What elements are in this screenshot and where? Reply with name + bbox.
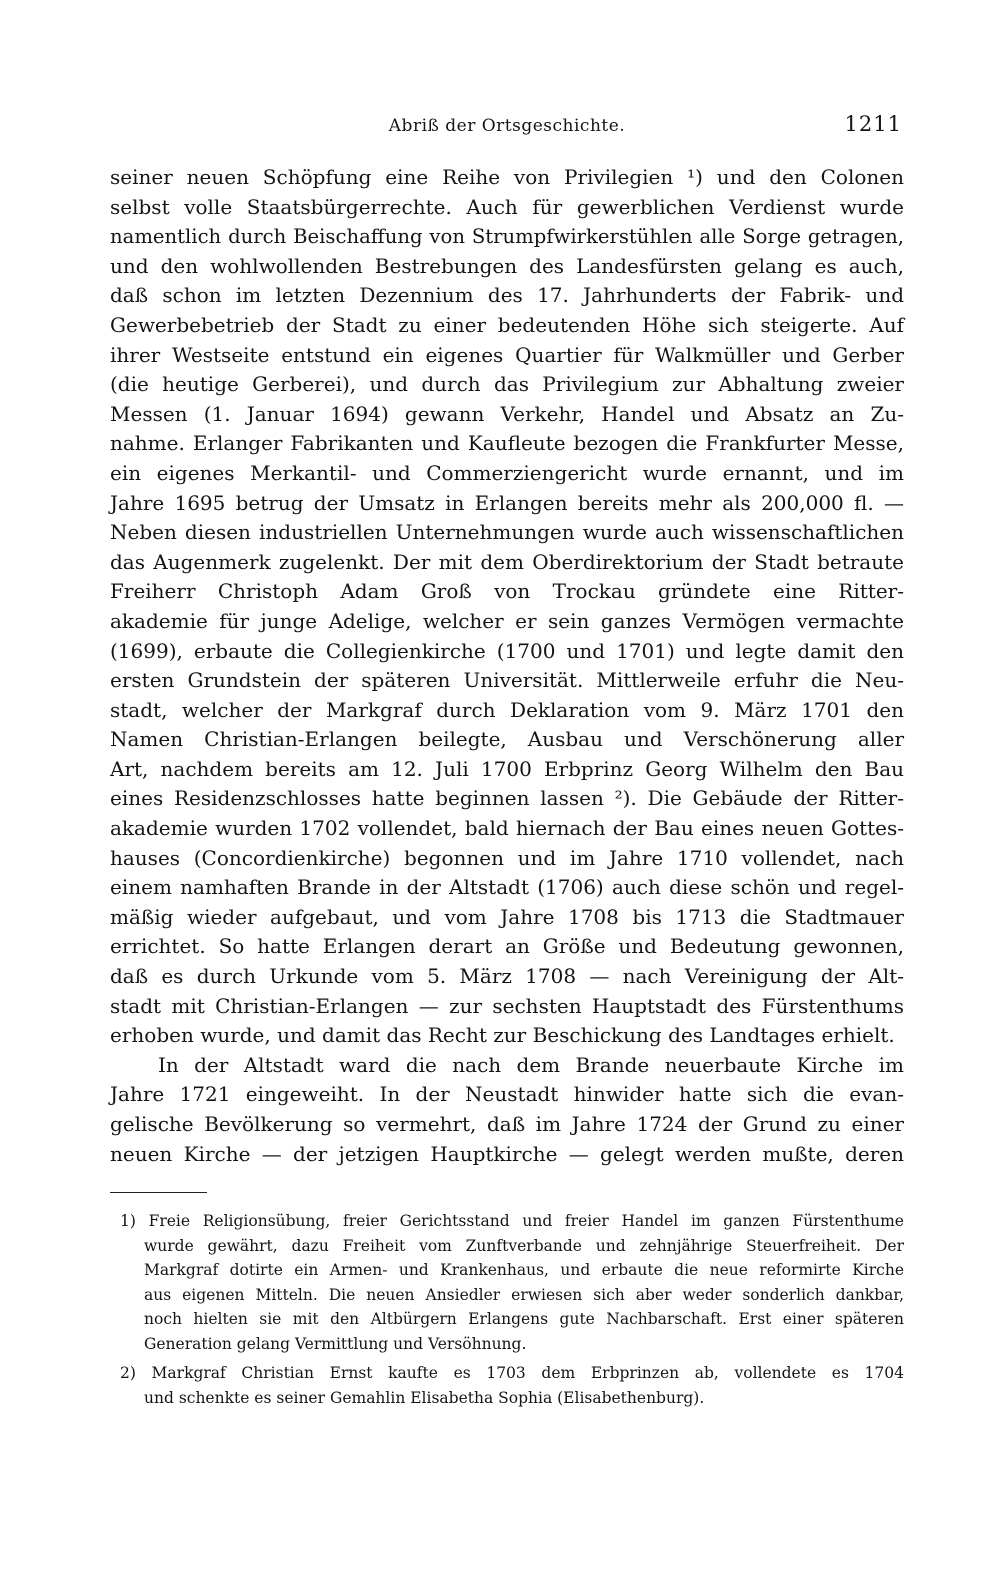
text-line: Freiherr Christoph Adam Groß von Trockau gründete eine Ritter- [110, 579, 904, 604]
footnote-line: wurde gewährt, dazu Freiheit vom Zunftverbande und zehnjährige Steuerfreiheit. Der [144, 1236, 904, 1255]
text-line: akademie wurden 1702 vollendet, bald hiernach der Bau eines neuen Gottes- [110, 816, 904, 841]
footnote-line: aus eigenen Mitteln. Die neuen Ansiedler erwiesen sich aber weder sonderlich dankbar, [144, 1285, 904, 1304]
text-line: selbst volle Staatsbürgerrechte. Auch für gewerblichen Verdienst wurde [110, 194, 904, 219]
text-line: Namen Christian-Erlangen beilegte, Ausbau und Verschönerung aller [110, 727, 904, 752]
footnote-line: 2) Markgraf Christian Ernst kaufte es 1703 dem Erbprinzen ab, vollendete es 1704 [120, 1364, 904, 1382]
footnote-1 [110, 1209, 904, 1356]
footnote-line: Generation gelang Vermittlung und Versöhnung. [144, 1334, 527, 1353]
page-number: 1211 [844, 112, 902, 136]
text-line: ein eigenes Merkantil- und Commerziengericht wurde ernannt, und im [110, 460, 904, 485]
text-line: Art, nachdem bereits am 12. Juli 1700 Erbprinz Georg Wilhelm den Bau [110, 756, 904, 781]
text-line: nahme. Erlanger Fabrikanten und Kaufleute bezogen die Frankfurter Messe, [110, 431, 904, 456]
text-line: hauses (Concordienkirche) begonnen und im Jahre 1710 vollendet, nach [110, 845, 904, 870]
text-line: das Augenmerk zugelenkt. Der mit dem Oberdirektorium der Stadt betraute [110, 549, 904, 574]
text-line: gelische Bevölkerung so vermehrt, daß im Jahre 1724 der Grund zu einer [110, 1112, 904, 1136]
text-line: (die heutige Gerberei), und durch das Privilegium zur Abhaltung zweier [110, 372, 904, 397]
text-line: ersten Grundstein der späteren Universität. Mittlerweile erfuhr die Neu- [110, 668, 904, 693]
text-line: akademie für junge Adelige, welcher er sein ganzes Vermögen vermachte [110, 608, 904, 633]
paragraph-start-line: In der Altstadt ward die nach dem Brande neuerbaute Kirche im [158, 1052, 904, 1077]
text-line: (1699), erbaute die Collegienkirche (1700 und 1701) und legte damit den [110, 638, 904, 663]
text-line: neuen Kirche — der jetzigen Hauptkirche — gelegt werden mußte, deren [110, 1141, 904, 1166]
text-line: Neben diesen industriellen Unternehmungen wurde auch wissenschaftlichen [110, 520, 904, 545]
footnote-separator [110, 1192, 207, 1193]
text-line: und den wohlwollenden Bestrebungen des Landesfürsten gelang es auch, [110, 253, 904, 278]
footnote-line: noch hielten sie mit den Altbürgern Erlangens gute Nachbarschaft. Erst einer späteren [144, 1310, 904, 1328]
paragraph-end-line: erhoben wurde, und damit das Recht zur Beschickung des Landtages erhielt. [110, 1023, 895, 1048]
footnote-2 [110, 1361, 904, 1410]
footnote-line: 1) Freie Religionsübung, freier Gerichtsstand und freier Handel im ganzen Fürstenthume [120, 1212, 904, 1230]
body-text [110, 163, 904, 1169]
text-line: namentlich durch Beischaffung von Strumpfwirkerstühlen alle Sorge getragen, [110, 225, 904, 249]
text-line: daß es durch Urkunde vom 5. März 1708 — nach Vereinigung der Alt- [110, 964, 904, 989]
text-line: eines Residenzschlosses hatte beginnen lassen ²). Die Gebäude der Ritter- [110, 786, 904, 811]
text-line: stadt, welcher der Markgraf durch Deklaration vom 9. März 1701 den [110, 697, 904, 722]
footnote-line: und schenkte es seiner Gemahlin Elisabetha Sophia (Elisabethenburg). [144, 1388, 705, 1407]
footnote-line: Markgraf dotirte ein Armen- und Krankenhaus, und erbaute die neue reformirte Kirche [144, 1261, 904, 1279]
running-header [112, 112, 902, 142]
text-line: Messen (1. Januar 1694) gewann Verkehr, Handel und Absatz an Zu- [110, 401, 904, 426]
text-line: errichtet. So hatte Erlangen derart an Größe und Bedeutung gewonnen, [110, 934, 904, 959]
text-line: seiner neuen Schöpfung eine Reihe von Privilegien ¹) und den Colonen [110, 165, 904, 189]
text-line: ihrer Westseite entstund ein eigenes Quartier für Walkmüller und Gerber [110, 342, 904, 367]
text-line: Gewerbebetrieb der Stadt zu einer bedeutenden Höhe sich steigerte. Auf [110, 312, 904, 337]
text-line: Jahre 1695 betrug der Umsatz in Erlangen bereits mehr als 200,000 fl. — [110, 490, 904, 515]
running-title: Abriß der Ortsgeschichte. [388, 116, 626, 136]
footnotes [110, 1209, 904, 1410]
text-line: einem namhaften Brande in der Altstadt (1706) auch diese schön und regel- [110, 875, 904, 900]
text-line: daß schon im letzten Dezennium des 17. Jahrhunderts der Fabrik- und [110, 283, 904, 308]
text-line: mäßig wieder aufgebaut, und vom Jahre 1708 bis 1713 die Stadtmauer [110, 904, 904, 929]
text-line: Jahre 1721 eingeweiht. In der Neustadt hinwider hatte sich die evan- [110, 1082, 904, 1107]
text-line: stadt mit Christian-Erlangen — zur sechsten Hauptstadt des Fürstenthums [110, 993, 904, 1018]
